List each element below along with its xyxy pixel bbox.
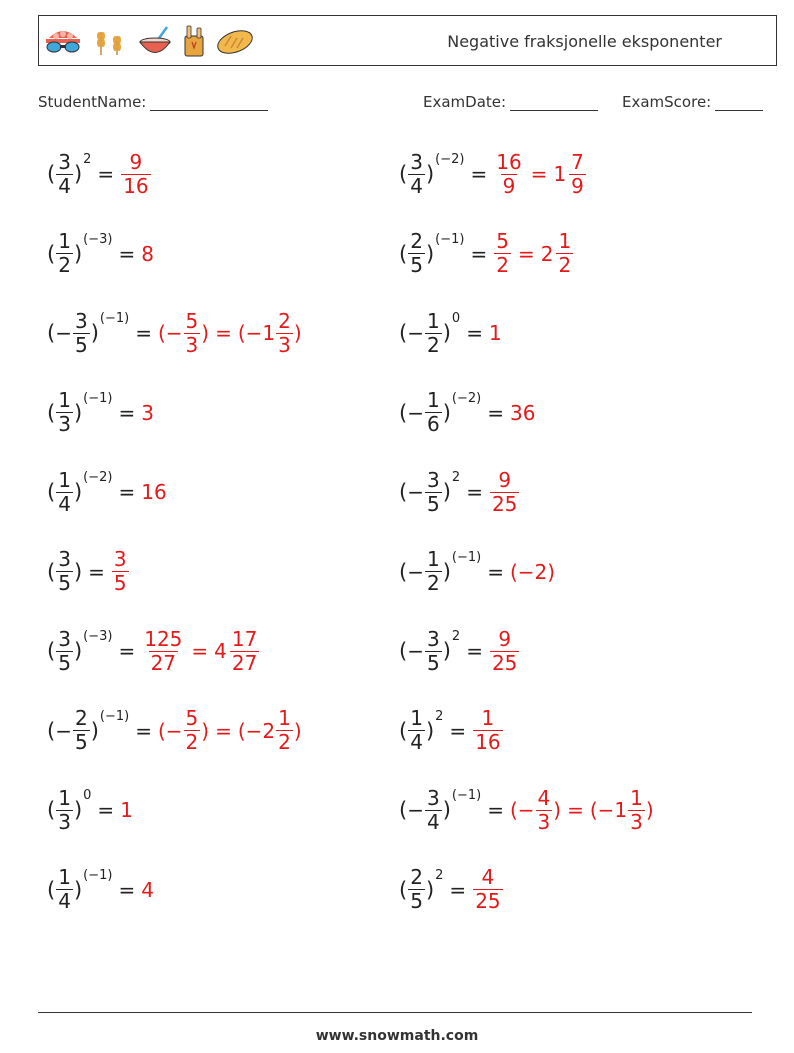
answer-text: ) <box>293 321 302 345</box>
numerator: 1 <box>278 706 291 730</box>
open-paren: ( <box>399 559 408 584</box>
denominator: 9 <box>502 173 516 198</box>
base-fraction <box>56 785 73 834</box>
numerator: 9 <box>498 467 512 492</box>
answer <box>510 560 555 584</box>
equals-sign: = <box>466 480 483 504</box>
numerator: 2 <box>410 865 423 889</box>
exponent: (−2) <box>435 152 465 167</box>
base-fraction <box>425 390 442 435</box>
denominator: 5 <box>426 650 440 675</box>
close-paren: ) <box>73 241 83 266</box>
problem-item <box>399 224 574 284</box>
problem-item <box>47 144 152 204</box>
answer-fraction <box>494 149 523 198</box>
base-fraction <box>56 626 73 675</box>
denominator: 2 <box>496 253 509 277</box>
numerator: 4 <box>481 865 495 889</box>
equals-sign: = <box>466 321 483 345</box>
numerator: 3 <box>426 467 440 492</box>
wheat-icon <box>91 26 129 56</box>
answer <box>510 401 535 425</box>
denominator: 27 <box>150 650 177 675</box>
mixed-fraction <box>230 626 259 675</box>
minus-sign: − <box>407 639 424 663</box>
equals-sign: = <box>470 241 488 266</box>
exponent: 0 <box>451 311 461 326</box>
open-paren: ( <box>399 639 408 663</box>
problem-item <box>47 860 154 920</box>
exam-date-field[interactable] <box>423 93 598 111</box>
base-fraction <box>408 149 425 198</box>
close-paren: ) <box>425 718 435 743</box>
answer <box>158 708 302 753</box>
exponent: 2 <box>435 708 444 724</box>
numerator: 3 <box>426 626 440 651</box>
numerator: 9 <box>129 149 143 174</box>
answer-fraction <box>490 467 519 516</box>
answer-equals: = <box>215 321 232 345</box>
answer-text: ) <box>553 798 562 822</box>
answer-fraction <box>276 708 293 753</box>
open-paren: ( <box>47 798 56 822</box>
answer <box>141 626 260 675</box>
close-paren: ) <box>442 480 451 504</box>
exponent: (−1) <box>451 549 482 565</box>
close-paren: ) <box>425 241 435 266</box>
numerator: 2 <box>74 706 88 730</box>
exponent: 2 <box>451 470 461 485</box>
exponent: (−1) <box>451 788 482 803</box>
answer-fraction <box>536 785 553 834</box>
denominator: 5 <box>426 491 440 516</box>
answer-text: 4 <box>141 877 154 902</box>
close-paren: ) <box>425 162 435 186</box>
worksheet-title: Negative fraksjonelle eksponenter <box>447 32 722 51</box>
numerator: 1 <box>410 706 423 730</box>
numerator: 16 <box>496 149 522 174</box>
base-fraction <box>73 308 90 357</box>
denominator: 2 <box>426 332 440 357</box>
answer-equals: = <box>517 241 535 266</box>
numerator: 5 <box>185 308 199 333</box>
answer <box>489 467 520 516</box>
answer-text: 1 <box>488 321 502 345</box>
denominator: 9 <box>571 173 584 198</box>
numerator: 3 <box>113 547 127 571</box>
answer-text: (−1 <box>589 798 628 822</box>
open-paren: ( <box>399 400 408 425</box>
problem-item <box>399 860 504 920</box>
problem-item <box>47 542 130 602</box>
base-fraction <box>408 231 425 276</box>
answer-text: (−2 <box>237 718 276 743</box>
numerator: 9 <box>498 626 512 651</box>
answer-fraction <box>490 626 519 675</box>
base-fraction <box>408 708 425 753</box>
problem-item <box>399 701 504 761</box>
answer-fraction <box>121 149 150 198</box>
problem-item <box>47 701 302 761</box>
equals-sign: = <box>97 798 115 822</box>
mixed-whole: 4 <box>214 639 227 663</box>
equals-sign: = <box>118 480 136 504</box>
base-fraction <box>425 467 442 516</box>
exponent: 2 <box>451 629 461 644</box>
problem-item <box>399 303 502 363</box>
open-paren: ( <box>399 162 408 186</box>
numerator: 4 <box>537 785 551 810</box>
answer-equals: = <box>215 718 232 743</box>
goggles-icon <box>43 26 83 56</box>
mixed-whole: 1 <box>553 162 567 186</box>
equals-sign: = <box>118 877 136 902</box>
exam-score-label: ExamScore: <box>622 93 712 111</box>
problem-item <box>47 383 154 443</box>
student-name-field[interactable] <box>38 93 268 111</box>
denominator: 5 <box>58 650 71 675</box>
exponent: 2 <box>83 152 92 167</box>
denominator: 3 <box>58 809 71 834</box>
problem-item <box>399 144 587 204</box>
exam-date-label: ExamDate: <box>423 93 507 111</box>
student-info-row <box>38 93 770 117</box>
denominator: 2 <box>278 730 291 754</box>
answer <box>111 549 130 594</box>
numerator: 125 <box>144 626 183 651</box>
answer-text: (− <box>509 798 535 822</box>
close-paren: ) <box>73 639 83 663</box>
numerator: 3 <box>58 149 71 174</box>
close-paren: ) <box>90 718 99 743</box>
answer-fraction <box>494 231 511 276</box>
answer-text: 8 <box>141 241 154 266</box>
denominator: 25 <box>491 491 518 516</box>
exponent: (−2) <box>83 470 113 485</box>
answer-fraction <box>473 867 502 912</box>
numerator: 1 <box>58 785 71 810</box>
equals-sign: = <box>135 718 152 743</box>
problem-item <box>47 462 167 522</box>
open-paren: ( <box>47 162 56 186</box>
denominator: 4 <box>58 491 71 516</box>
base-fraction <box>56 149 73 198</box>
exponent: (−1) <box>435 231 465 247</box>
exponent: (−2) <box>451 390 482 406</box>
student-name-line[interactable] <box>150 94 268 111</box>
close-paren: ) <box>73 162 83 186</box>
numerator: 2 <box>410 229 423 253</box>
exponent: (−3) <box>83 231 113 247</box>
denominator: 5 <box>74 332 88 357</box>
base-fraction <box>56 867 73 912</box>
numerator: 3 <box>410 149 423 174</box>
denominator: 2 <box>558 253 572 277</box>
open-paren: ( <box>47 877 56 902</box>
close-paren: ) <box>73 798 83 822</box>
close-paren: ) <box>442 321 451 345</box>
exam-score-line[interactable] <box>715 94 763 111</box>
answer-text: ) <box>645 798 654 822</box>
answer <box>141 242 154 266</box>
base-fraction <box>56 390 73 435</box>
problem-item <box>399 383 535 443</box>
problem-item <box>47 621 260 681</box>
open-paren: ( <box>47 400 56 425</box>
equals-sign: = <box>466 639 483 663</box>
equals-sign: = <box>135 321 152 345</box>
equals-sign: = <box>487 559 504 584</box>
denominator: 5 <box>74 730 88 754</box>
equals-sign: = <box>449 718 467 743</box>
numerator: 1 <box>58 388 71 412</box>
exam-date-line[interactable] <box>510 94 598 111</box>
denominator: 4 <box>58 889 71 913</box>
answer-text: (−1 <box>237 321 276 345</box>
denominator: 5 <box>113 571 127 595</box>
open-paren: ( <box>47 321 56 345</box>
answer-fraction <box>184 308 201 357</box>
answer <box>157 308 302 357</box>
denominator: 3 <box>185 332 199 357</box>
numerator: 1 <box>426 547 440 571</box>
denominator: 4 <box>58 173 71 198</box>
open-paren: ( <box>399 877 408 902</box>
denominator: 27 <box>231 650 258 675</box>
answer-fraction <box>112 549 129 594</box>
problem-item <box>399 542 555 602</box>
answer <box>472 867 503 912</box>
denominator: 5 <box>410 253 423 277</box>
numerator: 1 <box>426 308 440 333</box>
problem-item <box>47 224 154 284</box>
numerator: 7 <box>571 149 584 174</box>
equals-sign: = <box>487 798 504 822</box>
answer-text: ) <box>293 718 302 743</box>
problem-item <box>399 780 654 840</box>
base-fraction <box>425 626 442 675</box>
answer-text: ) <box>201 321 210 345</box>
equals-sign: = <box>118 639 136 663</box>
open-paren: ( <box>399 718 408 743</box>
close-paren: ) <box>73 400 83 425</box>
numerator: 1 <box>58 865 71 889</box>
denominator: 3 <box>278 332 291 357</box>
minus-sign: − <box>407 321 424 345</box>
equals-sign: = <box>470 162 488 186</box>
answer <box>489 626 520 675</box>
student-name-label: StudentName: <box>38 93 147 111</box>
answer-text: ) <box>201 718 210 743</box>
answer <box>120 798 133 822</box>
close-paren: ) <box>73 480 83 504</box>
close-paren: ) <box>442 559 451 584</box>
close-paren: ) <box>73 559 83 584</box>
footer-divider <box>38 1012 752 1013</box>
denominator: 2 <box>185 730 199 754</box>
base-fraction <box>425 785 442 834</box>
answer <box>141 480 166 504</box>
numerator: 3 <box>58 626 71 651</box>
problem-item <box>399 462 520 522</box>
problem-item <box>399 621 520 681</box>
exponent: (−1) <box>83 867 113 883</box>
answer <box>120 149 151 198</box>
numerator: 5 <box>185 706 199 730</box>
answer-text: 3 <box>141 400 154 425</box>
minus-sign: − <box>55 321 72 345</box>
answer-equals: = <box>191 639 209 663</box>
denominator: 16 <box>123 173 149 198</box>
equals-sign: = <box>449 877 467 902</box>
numerator: 3 <box>74 308 88 333</box>
minus-sign: − <box>407 798 424 822</box>
numerator: 1 <box>58 467 71 492</box>
problem-item <box>47 303 302 363</box>
exponent: 0 <box>83 788 92 803</box>
base-fraction <box>425 308 442 357</box>
base-fraction <box>425 549 442 594</box>
open-paren: ( <box>399 480 408 504</box>
open-paren: ( <box>47 241 56 266</box>
exponent: 2 <box>435 867 444 883</box>
answer <box>493 231 574 276</box>
answer-fraction <box>276 308 293 357</box>
answer <box>141 878 154 902</box>
numerator: 1 <box>58 229 71 253</box>
open-paren: ( <box>47 559 56 584</box>
minus-sign: − <box>407 480 424 504</box>
numerator: 3 <box>58 547 71 571</box>
header-icons <box>43 22 255 60</box>
mixing-bowl-icon <box>137 25 173 57</box>
minus-sign: − <box>407 559 424 584</box>
mixed-whole: 2 <box>540 241 554 266</box>
answer <box>141 401 154 425</box>
denominator: 16 <box>475 730 501 754</box>
denominator: 3 <box>630 809 643 834</box>
base-fraction <box>56 231 73 276</box>
numerator: 1 <box>426 388 440 412</box>
denominator: 4 <box>410 173 423 198</box>
answer-text: (−2) <box>509 559 556 584</box>
denominator: 25 <box>491 650 518 675</box>
base-fraction <box>56 549 73 594</box>
open-paren: ( <box>47 639 56 663</box>
answer-text: (− <box>157 321 183 345</box>
exponent: (−1) <box>99 311 130 326</box>
numerator: 2 <box>278 308 291 333</box>
denominator: 2 <box>58 253 71 277</box>
worksheet-header <box>38 15 777 66</box>
base-fraction <box>56 467 73 516</box>
minus-sign: − <box>55 718 72 743</box>
answer-fraction <box>184 708 201 753</box>
base-fraction <box>408 867 425 912</box>
numerator: 1 <box>630 785 643 810</box>
exam-score-field[interactable] <box>622 93 763 111</box>
answer-fraction <box>628 785 645 834</box>
denominator: 3 <box>58 412 71 436</box>
open-paren: ( <box>47 718 56 743</box>
equals-sign: = <box>97 162 115 186</box>
answer <box>472 708 503 753</box>
denominator: 4 <box>410 730 423 754</box>
answer-equals: = <box>530 162 548 186</box>
problem-item <box>47 780 133 840</box>
open-paren: ( <box>399 798 408 822</box>
denominator: 25 <box>475 889 501 913</box>
open-paren: ( <box>399 241 408 266</box>
answer <box>489 321 502 345</box>
equals-sign: = <box>88 559 105 584</box>
answer-equals: = <box>567 798 584 822</box>
footer-url: www.snowmath.com <box>315 1028 479 1044</box>
denominator: 3 <box>537 809 551 834</box>
bread-bag-icon <box>181 24 207 58</box>
close-paren: ) <box>73 877 83 902</box>
numerator: 1 <box>481 706 495 730</box>
mixed-fraction <box>569 149 586 198</box>
answer-fraction <box>473 708 502 753</box>
answer <box>509 785 654 834</box>
bread-loaf-icon <box>215 26 255 56</box>
answer <box>493 149 587 198</box>
numerator: 5 <box>496 229 509 253</box>
exponent: (−1) <box>99 708 130 724</box>
minus-sign: − <box>407 400 424 425</box>
base-fraction <box>73 708 90 753</box>
equals-sign: = <box>118 241 136 266</box>
numerator: 17 <box>231 626 258 651</box>
close-paren: ) <box>442 639 451 663</box>
answer-text: 1 <box>120 798 133 822</box>
answer-text: (− <box>157 718 183 743</box>
close-paren: ) <box>442 798 451 822</box>
close-paren: ) <box>425 877 435 902</box>
denominator: 5 <box>58 571 71 595</box>
answer-text: 16 <box>141 480 167 504</box>
denominator: 6 <box>426 412 440 436</box>
exponent: (−3) <box>83 629 113 644</box>
denominator: 2 <box>426 571 440 595</box>
equals-sign: = <box>118 400 136 425</box>
equals-sign: = <box>487 400 504 425</box>
numerator: 3 <box>426 785 440 810</box>
close-paren: ) <box>442 400 451 425</box>
denominator: 5 <box>410 889 423 913</box>
mixed-fraction <box>556 231 573 276</box>
answer-fraction <box>142 626 184 675</box>
answer-text: 36 <box>509 400 536 425</box>
denominator: 4 <box>426 809 440 834</box>
open-paren: ( <box>47 480 56 504</box>
open-paren: ( <box>399 321 408 345</box>
exponent: (−1) <box>83 390 113 406</box>
numerator: 1 <box>558 229 572 253</box>
close-paren: ) <box>90 321 99 345</box>
